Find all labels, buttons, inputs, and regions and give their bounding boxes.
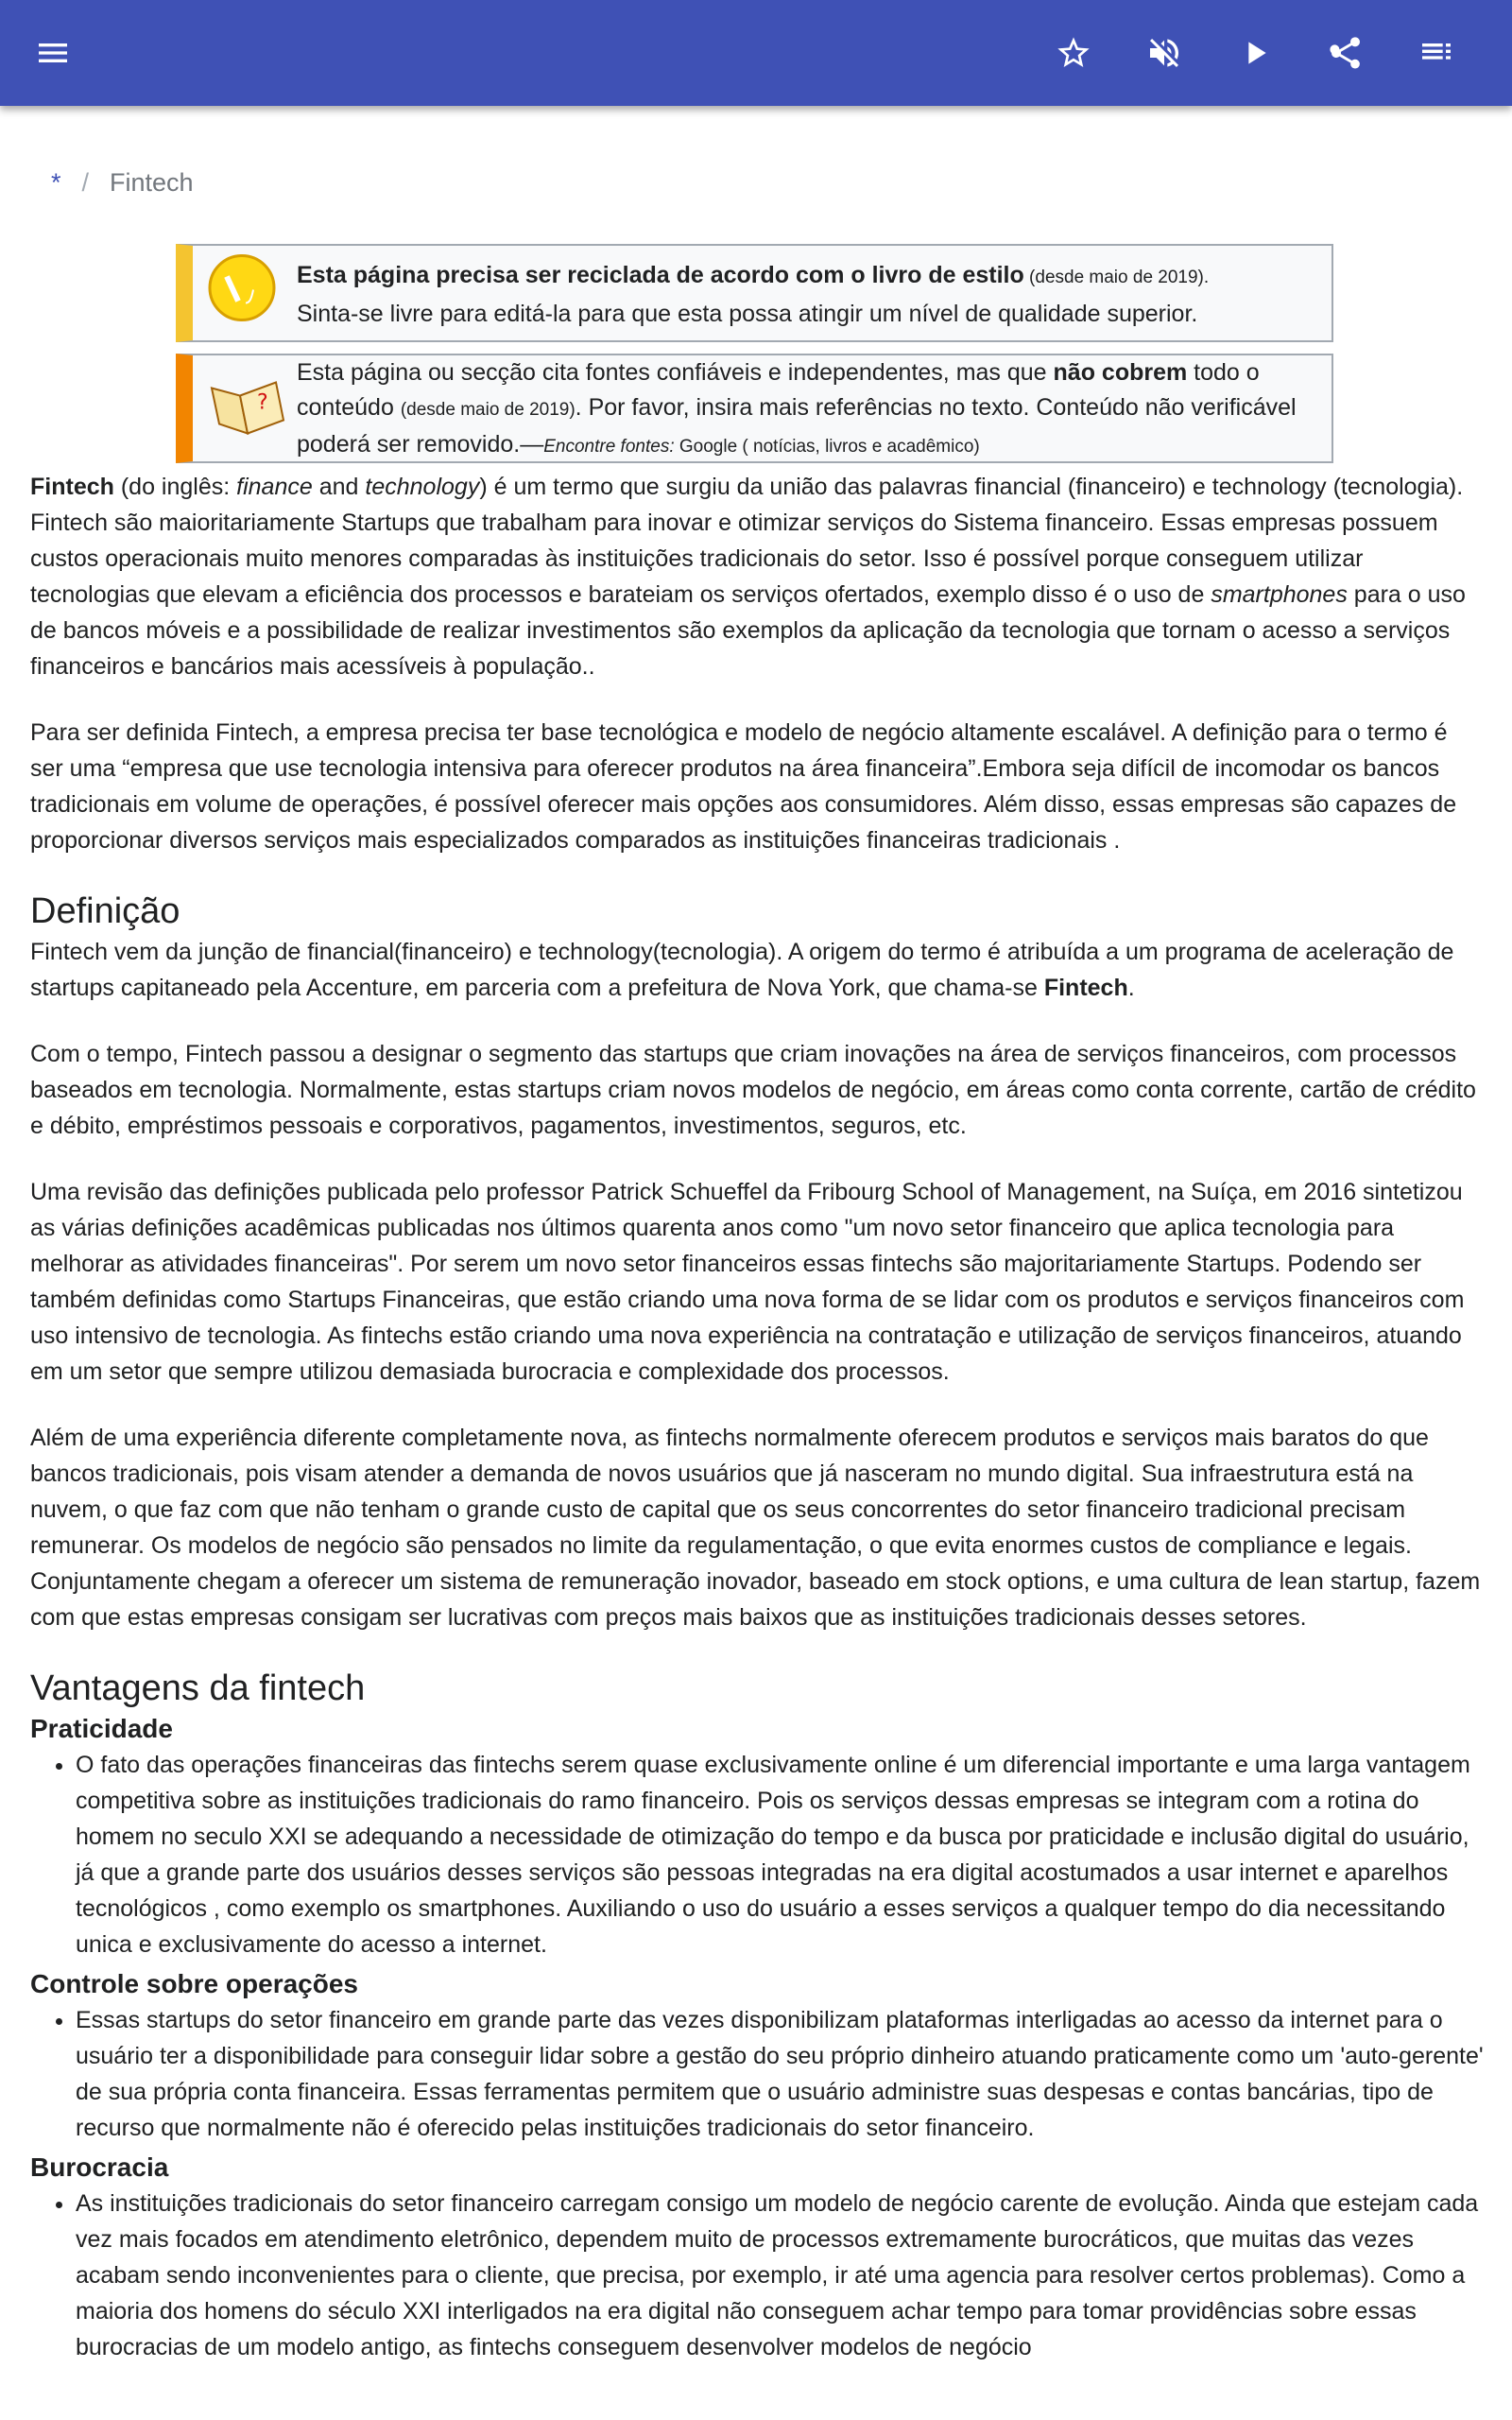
breadcrumb-current: Fintech [110, 168, 194, 197]
notice-text: Esta página ou secção cita fontes confiáveis e independentes, mas que [297, 359, 1054, 386]
text-run: . [1127, 975, 1135, 1001]
paragraph [30, 1420, 1486, 1635]
subsection-heading: Praticidade [30, 1714, 173, 1743]
breadcrumb [51, 168, 194, 198]
svg-text:?: ? [257, 390, 268, 415]
app-bar [0, 0, 1512, 106]
notice-text: Sinta-se livre para editá-la para que esta possa atingir um nível de qualidade superior. [297, 301, 1198, 327]
style-notice [176, 244, 1333, 342]
notice-text-3: . Por favor, insira mais referências no texto. Conteúdo não verificável poderá ser removido.— [297, 394, 1297, 458]
text-run: Uma revisão das definições publicada pelo professor Patrick Schueffel da Fribourg School of Management, na Suíça, em 2016 sintetizou as várias definições acadêmicas publicadas nos últimos quarenta anos como "um novo setor financeiro que aplica tecnologia para melhorar as atividades financeiras". Por serem um novo setor financeiros essas fintechs são majoritariamente Startups. Podendo ser também definidas como Startups Financeiras, que estão criando uma nova forma de se lidar com os produtos e serviços financeiros com uso intensivo de tecnologia. As fintechs estão criando uma nova experiência na contratação e utilização de serviços financeiros, atuando em um setor que sempre utilizou demasiada burocracia e complexidade dos processos. [30, 1179, 1465, 1385]
bullet-list [30, 2002, 1486, 2146]
notice-bold: não cobrem [1053, 359, 1188, 386]
text-run: and [312, 474, 366, 500]
notice-date: (desde maio de 2019) [400, 400, 576, 420]
bullet-list [30, 1747, 1486, 1962]
list-item: • As instituições tradicionais do setor financeiro carregam consigo um modelo de negócio carente de evolução. Ainda que estejam cada vez mais focados em atendimento eletrônico, dependem muito de processos extremamente burocráticos, que muitas das vezes acabam sendo inconvenientes para o cliente, que precisa, por exemplo, ir até uma agencia para resolver certos problemas). Como a maioria dos homens do século XXI interligados na era digital não conseguem achar tempo para tomar providências sobre essas burocracias de um modelo antigo, as fintechs conseguem desenvolver modelos de negócio [76, 2186, 1486, 2365]
play-icon[interactable] [1228, 26, 1281, 79]
subsection-heading: Burocracia [30, 2152, 169, 2182]
bullet-list [30, 2186, 1486, 2365]
book-question-icon [206, 368, 287, 450]
section-heading: Vantagens da fintech [30, 1668, 366, 1708]
section-heading: Definição [30, 891, 180, 931]
playlist-icon[interactable] [1410, 26, 1463, 79]
list-item: • Essas startups do setor financeiro em grande parte das vezes disponibilizam plataformas interligadas ao acesso da internet para o usuário ter a disponibilidade para conseguir lidar sobre a gestão do seu próprio dinheiro atuando praticamente como um 'auto-gerente' de sua própria conta financeira. Essas ferramentas permitem que o usuário administre suas despesas e contas bancárias, tipo de recurso que normalmente não é oferecido pelas instituições tradicionais do setor financeiro. [76, 2002, 1486, 2146]
menu-icon[interactable] [26, 26, 79, 79]
find-sources-label: Encontre fontes: [543, 437, 675, 457]
notice-title: Esta página precisa ser reciclada de acordo com o livro de estilo [297, 262, 1024, 288]
star-icon[interactable] [1047, 26, 1100, 79]
bold-text: Fintech [30, 474, 114, 500]
paragraph [30, 469, 1486, 684]
breadcrumb-separator: / [81, 168, 90, 197]
paragraph [30, 1036, 1486, 1144]
text-run: Fintech vem da junção de financial(financeiro) e technology(tecnologia). A origem do termo é atribuída a um programa de aceleração de startups capitaneado pela Accenture, em parceria com a prefeitura de Nova York, que chama-se [30, 939, 1454, 1001]
breadcrumb-home-link[interactable]: * [51, 168, 61, 197]
italic-text: technology [365, 474, 480, 500]
article-body [30, 469, 1486, 2369]
text-run: Com o tempo, Fintech passou a designar o segmento das startups que criam inovações na área de serviços financeiros, com processos baseados em tecnologia. Normalmente, estas startups criam novos modelos de negócio, em áreas como conta corrente, cartão de crédito e débito, empréstimos pessoais e corporativos, pagamentos, investimentos, seguros, etc. [30, 1041, 1476, 1139]
share-icon[interactable] [1319, 26, 1372, 79]
paragraph [30, 934, 1486, 1006]
find-sources-links[interactable]: Google ( notícias, livros e acadêmico) [674, 437, 980, 457]
notice-date: (desde maio de 2019). [1023, 268, 1210, 287]
text-run: Para ser definida Fintech, a empresa precisa ter base tecnológica e modelo de negócio altamente escalável. A definição para o termo é ser uma “empresa que use tecnologia intensiva para oferecer produtos na área financeira”.Embora seja difícil de incomodar os bancos tradicionais em volume de operações, é possível oferecer mais opções aos consumidores. Além disso, essas empresas são capazes de proporcionar diversos serviços mais especializados comparados as instituições financeiras tradicionais . [30, 719, 1457, 854]
text-run: para o uso de bancos móveis e a possibilidade de realizar investimentos são exemplos da aplicação da tecnologia que tornam o acesso a serviços financeiros e bancários mais acessíveis à população.. [30, 581, 1466, 680]
sources-notice [176, 354, 1333, 463]
volume-off-icon[interactable] [1138, 26, 1191, 79]
subsection-heading: Controle sobre operações [30, 1969, 358, 1998]
paragraph [30, 715, 1486, 858]
list-item: • O fato das operações financeiras das fintechs serem quase exclusivamente online é um diferencial importante e uma larga vantagem competitiva sobre as instituições tradicionais do ramo financeiro. Pois os serviços dessas empresas se integram com a rotina do homem no seculo XXI se adequando a necessidade de otimização do tempo e da busca por praticidade e inclusão digital do usuário, já que a grande parte dos usuários desses serviços são pessoas integradas na era digital acostumados a usar internet e aparelhos tecnológicos , como exemplo os smartphones. Auxiliando o uso do usuário a esses serviços a qualquer tempo do dia necessitando unica e exclusivamente do acesso a internet. [76, 1747, 1486, 1962]
text-run: (do inglês: [113, 474, 237, 500]
italic-text: smartphones [1211, 581, 1348, 608]
text-run: Além de uma experiência diferente completamente nova, as fintechs normalmente oferecem produtos e serviços mais baratos do que bancos tradicionais, pois visam atender a demanda de novos usuários que já nasceram no mundo digital. Sua infraestrutura está na nuvem, o que faz com que não tenham o grande custo de capital que os seus concorrentes do setor financeiro tradicional precisam remunerar. Os modelos de negócio são pensados no limite da regulamentação, o que evita enormes custos de compliance e legais. Conjuntamente chegam a oferecer um sistema de remuneração inovador, baseado em stock options, e uma cultura de lean startup, fazem com que estas empresas consigam ser lucrativas com preços mais baixos que as instituições tradicionais desses setores. [30, 1425, 1481, 1631]
italic-text: finance [236, 474, 313, 500]
paragraph [30, 1174, 1486, 1390]
bold-text: Fintech [1043, 975, 1128, 1001]
text-run: ) é um termo que surgiu da união das palavras financial (financeiro) e technology (tecnologia). Fintech são maioritariamente Startups que trabalham para inovar e otimizar serviços do Sistema financeiro. Essas empresas possuem custos operacionais muito menores comparadas às instituições tradicionais do setor. Isso é possível porque conseguem utilizar tecnologias que elevam a eficiência dos processos e barateiam os serviços ofertados, exemplo disso é o uso de [30, 474, 1464, 608]
pencil-badge-icon [206, 252, 278, 335]
notice-text-2: todo o conteúdo [297, 359, 1260, 421]
